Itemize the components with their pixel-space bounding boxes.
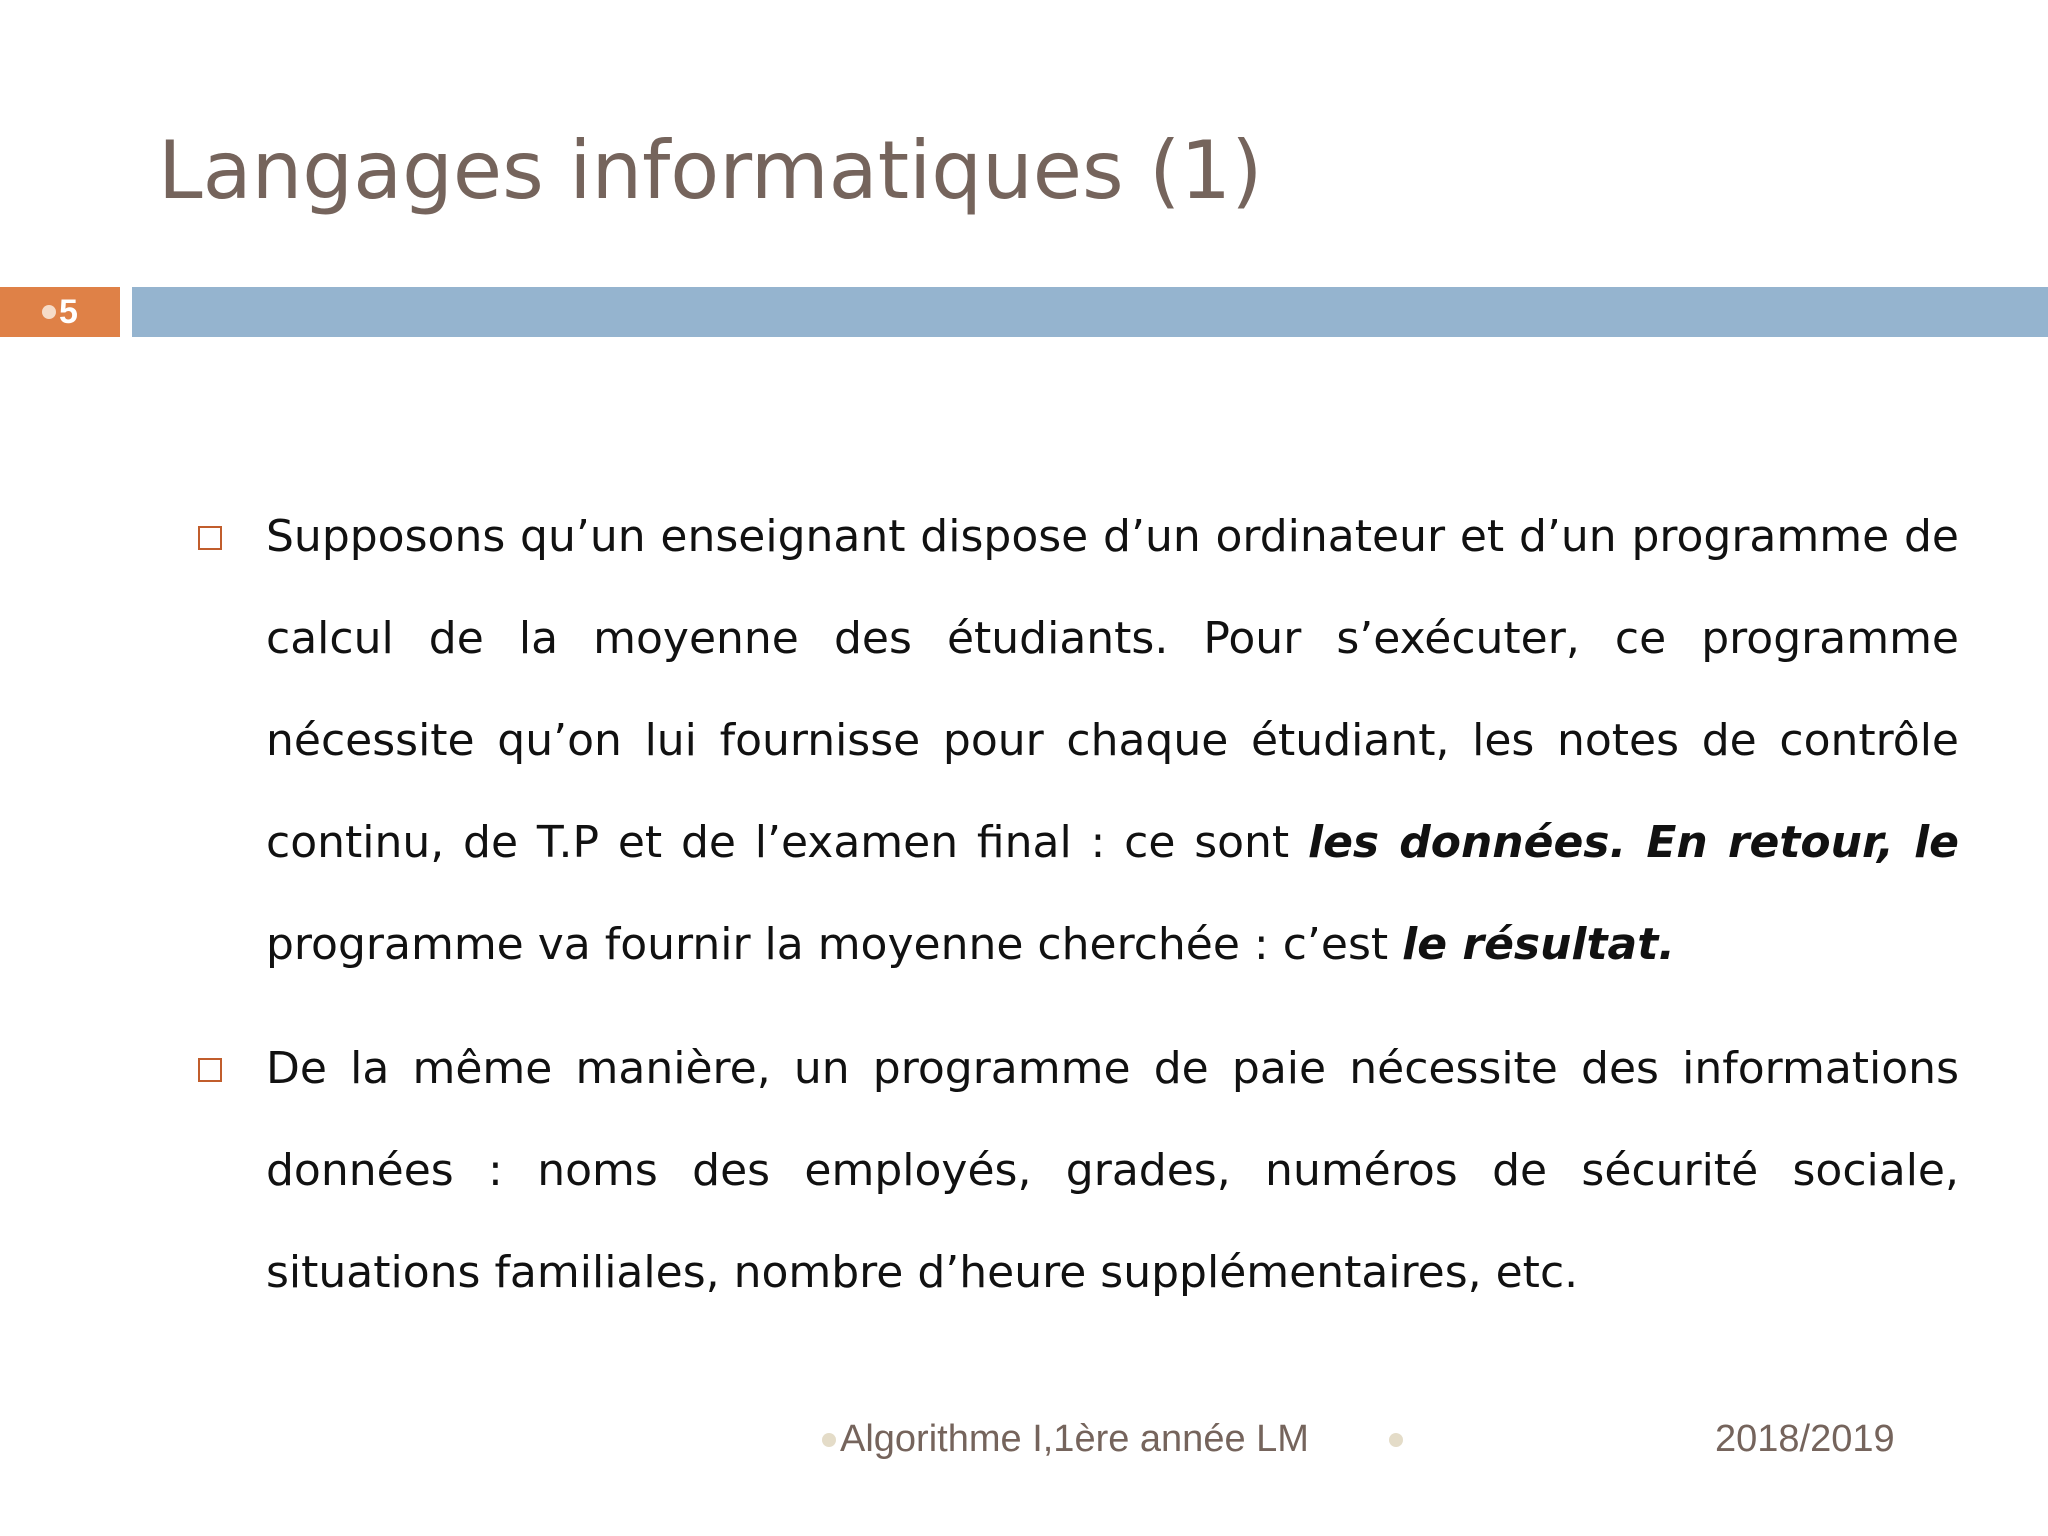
footer-course: Algorithme I,1ère année LM — [840, 1418, 1309, 1460]
paragraph-1-text-b: programme va fournir la moyenne cherchée : c’est — [266, 919, 1403, 970]
bullet-paragraph-2: De la même manière, un programme de paie nécessite des informations données : noms des employés, grades, numéros de sécurité sociale, situations familiales, nombre d’heure supplémentaires, etc. — [266, 1043, 1959, 1298]
bullet-paragraph-1 — [266, 486, 1959, 996]
hollow-square-bullet-icon — [198, 526, 222, 550]
hollow-square-bullet-icon — [198, 1058, 222, 1082]
footer-year: 2018/2019 — [1715, 1418, 1895, 1460]
paragraph-1-emphasis-donnees: les données. En retour, le — [1307, 817, 1959, 868]
paragraph-1-text-a: Supposons qu’un enseignant dispose d’un ordinateur et d’un programme de calcul de la moyenne des étudiants. Pour s’exécuter, ce programme nécessite qu’on lui fournisse pour chaque étudiant, les notes de contrôle continu, de T.P et de l’examen final : ce sont — [266, 511, 1959, 868]
slide-title: Langages informatiques (1) — [158, 124, 1263, 217]
header-divider-bar — [132, 287, 2048, 337]
footer-dot-icon — [822, 1433, 836, 1447]
bullet-dot-icon — [42, 305, 56, 319]
page-number-badge — [0, 287, 120, 337]
footer-dot-icon — [1389, 1433, 1403, 1447]
paragraph-1-emphasis-resultat: le résultat. — [1402, 919, 1675, 970]
page-number: 5 — [59, 293, 78, 331]
